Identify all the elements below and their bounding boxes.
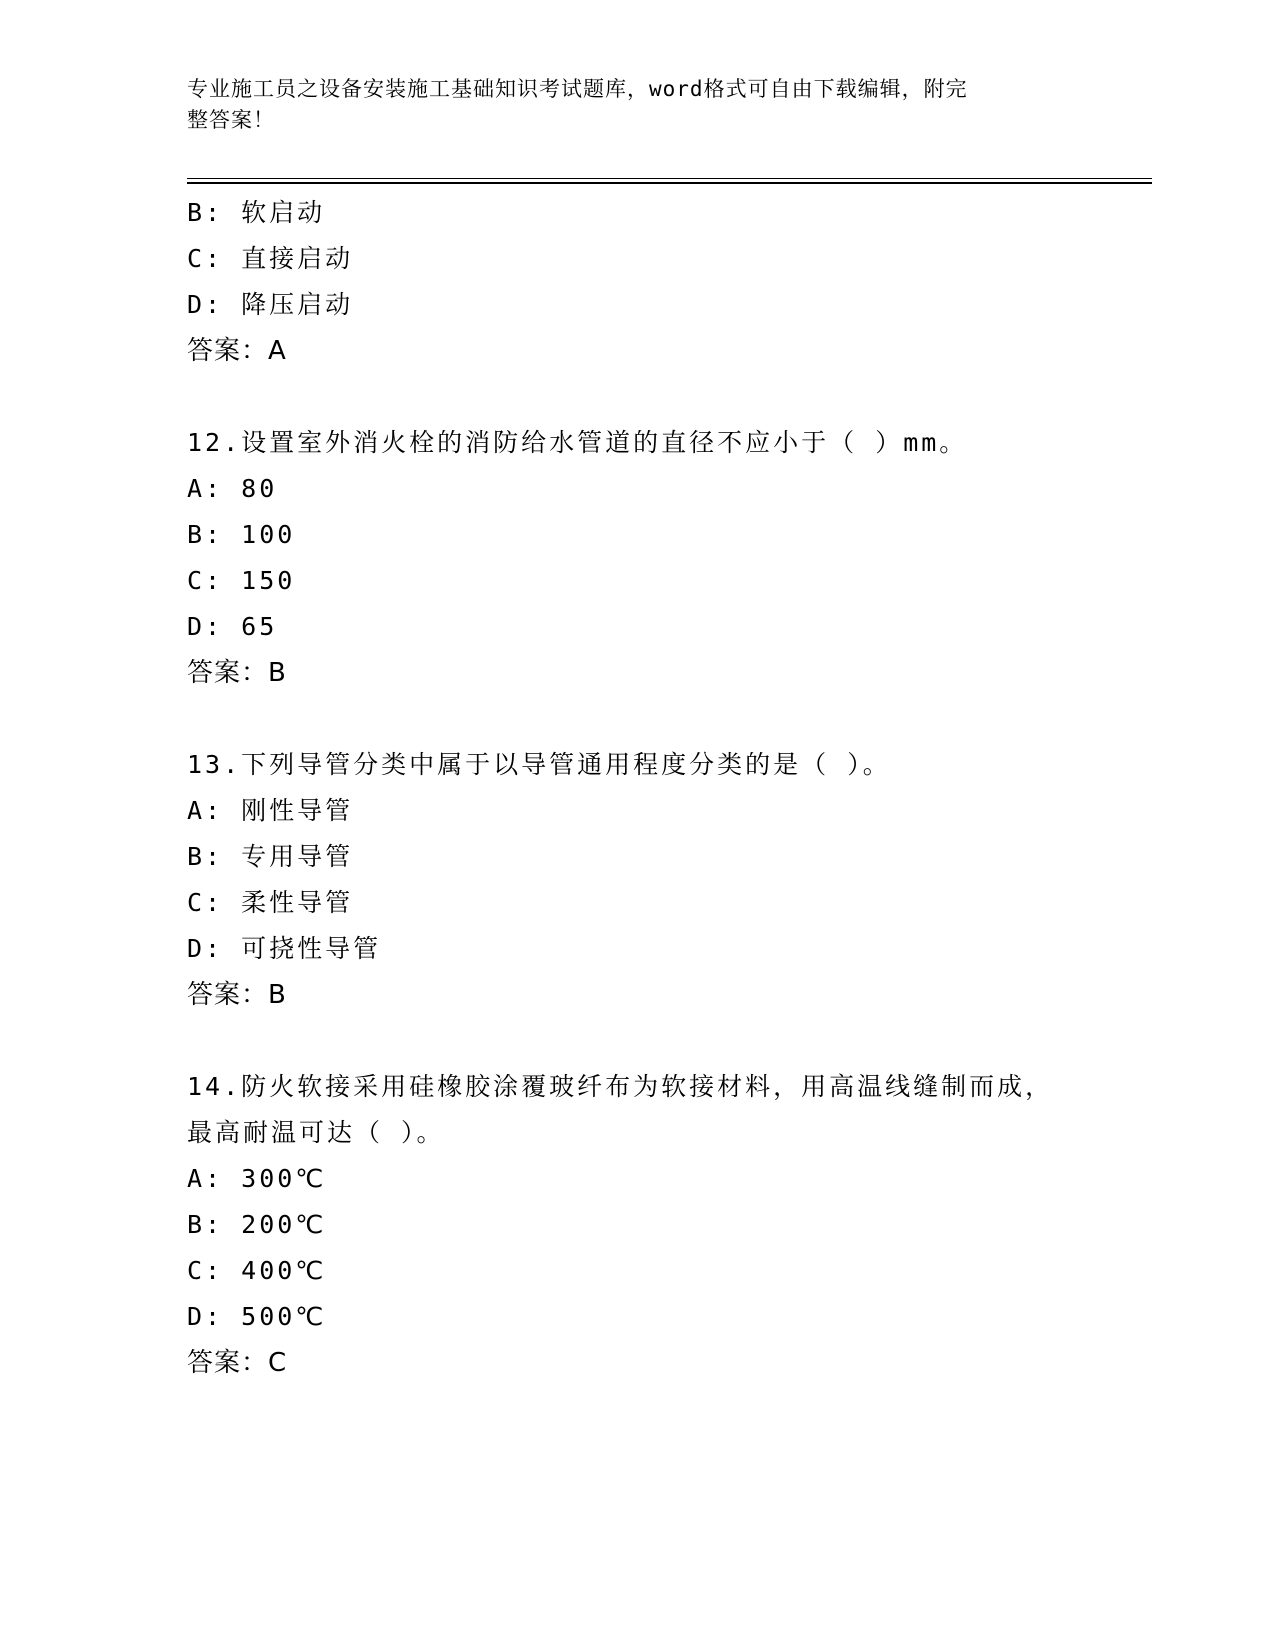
option-c: C: 直接启动	[187, 244, 354, 273]
option-a: A: 300℃	[187, 1164, 327, 1193]
option-b: B: 软启动	[187, 198, 326, 227]
question-text	[187, 1064, 1107, 1156]
option-d: D: 500℃	[187, 1302, 327, 1331]
option-b: B: 专用导管	[187, 842, 354, 871]
question-list	[187, 190, 1107, 1386]
header-line-1: 专业施工员之设备安装施工基础知识考试题库，word格式可自由下载编辑，附完	[187, 77, 968, 101]
spacer	[187, 374, 1107, 420]
answer-line: 答案：A	[187, 336, 287, 366]
option-c: C: 150	[187, 566, 296, 595]
option-a: A: 刚性导管	[187, 796, 354, 825]
question-13	[187, 742, 1107, 1018]
option-c: C: 400℃	[187, 1256, 327, 1285]
question-12	[187, 420, 1107, 696]
option-c: C: 柔性导管	[187, 888, 354, 917]
spacer	[187, 1018, 1107, 1064]
question-text: 12.设置室外消火栓的消防给水管道的直径不应小于（ ）mm。	[187, 428, 968, 457]
question-text-line-2: 最高耐温可达（ ）。	[187, 1118, 445, 1147]
answer-line: 答案：B	[187, 980, 287, 1010]
option-a: A: 80	[187, 474, 278, 503]
header-divider-thick	[187, 182, 1152, 184]
option-d: D: 降压启动	[187, 290, 354, 319]
header-divider-thin	[187, 178, 1152, 179]
question-text-line-1: 14.防火软接采用硅橡胶涂覆玻纤布为软接材料，用高温线缝制而成，	[187, 1072, 1054, 1101]
option-b: B: 200℃	[187, 1210, 327, 1239]
option-d: D: 可挠性导管	[187, 934, 382, 963]
option-d: D: 65	[187, 612, 278, 641]
answer-line: 答案：B	[187, 658, 287, 688]
answer-line: 答案：C	[187, 1348, 288, 1378]
question-11	[187, 190, 1107, 374]
question-14	[187, 1064, 1107, 1386]
option-b: B: 100	[187, 520, 296, 549]
header-line-2: 整答案！	[187, 108, 275, 132]
spacer	[187, 696, 1107, 742]
question-text: 13.下列导管分类中属于以导管通用程度分类的是（ ）。	[187, 750, 891, 779]
page-header	[187, 74, 1087, 136]
